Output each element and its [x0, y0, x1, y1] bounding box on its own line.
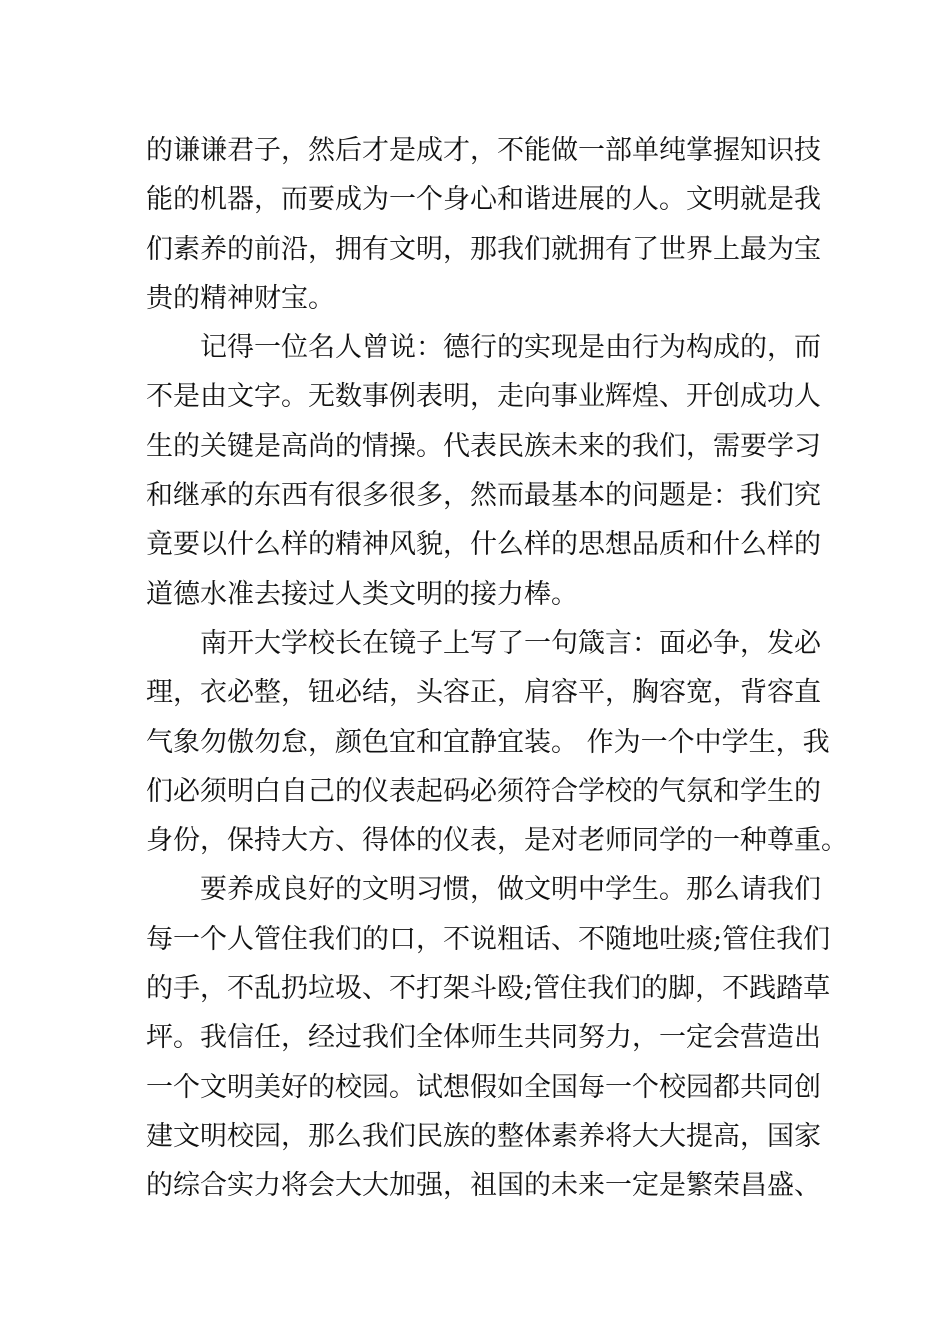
- text-line: 的手，不乱扔垃圾、不打架斗殴;管住我们的脚，不践踏草: [146, 973, 831, 1005]
- text-line: 南开大学校长在镜子上写了一句箴言：面必争，发必: [146, 627, 821, 659]
- text-line: 的综合实力将会大大加强，祖国的未来一定是繁荣昌盛、: [146, 1170, 821, 1202]
- text-line: 理，衣必整，钮必结，头容正，肩容平，胸容宽，背容直: [146, 677, 821, 709]
- text-line: 的谦谦君子，然后才是成才，不能做一部单纯掌握知识技: [146, 135, 821, 166]
- text-line: 能的机器，而要成为一个身心和谐进展的人。文明就是我: [146, 184, 821, 216]
- text-line: 们素养的前沿，拥有文明，那我们就拥有了世界上最为宝: [146, 233, 821, 265]
- body-text: [146, 126, 848, 1211]
- text-line: 们必须明白自己的仪表起码必须符合学校的气氛和学生的: [146, 775, 821, 807]
- text-line: 身份，保持大方、得体的仪表，是对老师同学的一种尊重。: [146, 825, 848, 857]
- text-line: 气象勿傲勿怠，颜色宜和宜静宜装。 作为一个中学生，我: [146, 726, 830, 758]
- text-line: 贵的精神财宝。: [146, 282, 335, 314]
- text-line: 建文明校园，那么我们民族的整体素养将大大提高，国家: [146, 1120, 821, 1152]
- text-line: 和继承的东西有很多很多，然而最基本的问题是：我们究: [146, 480, 821, 512]
- text-line: 竟要以什么样的精神风貌，什么样的思想品质和什么样的: [146, 529, 821, 561]
- text-line: 记得一位名人曾说：德行的实现是由行为构成的，而: [146, 332, 821, 364]
- text-line: 道德水准去接过人类文明的接力棒。: [146, 578, 578, 610]
- text-line: 一个文明美好的校园。试想假如全国每一个校园都共同创: [146, 1071, 821, 1103]
- text-line: 生的关键是高尚的情操。代表民族未来的我们，需要学习: [146, 430, 821, 462]
- text-line: 不是由文字。无数事例表明，走向事业辉煌、开创成功人: [146, 381, 821, 413]
- text-line: 要养成良好的文明习惯，做文明中学生。那么请我们: [146, 874, 821, 906]
- text-line: 坪。我信任，经过我们全体师生共同努力，一定会营造出: [146, 1022, 821, 1054]
- text-line: 每一个人管住我们的口，不说粗话、不随地吐痰;管住我们: [146, 923, 831, 955]
